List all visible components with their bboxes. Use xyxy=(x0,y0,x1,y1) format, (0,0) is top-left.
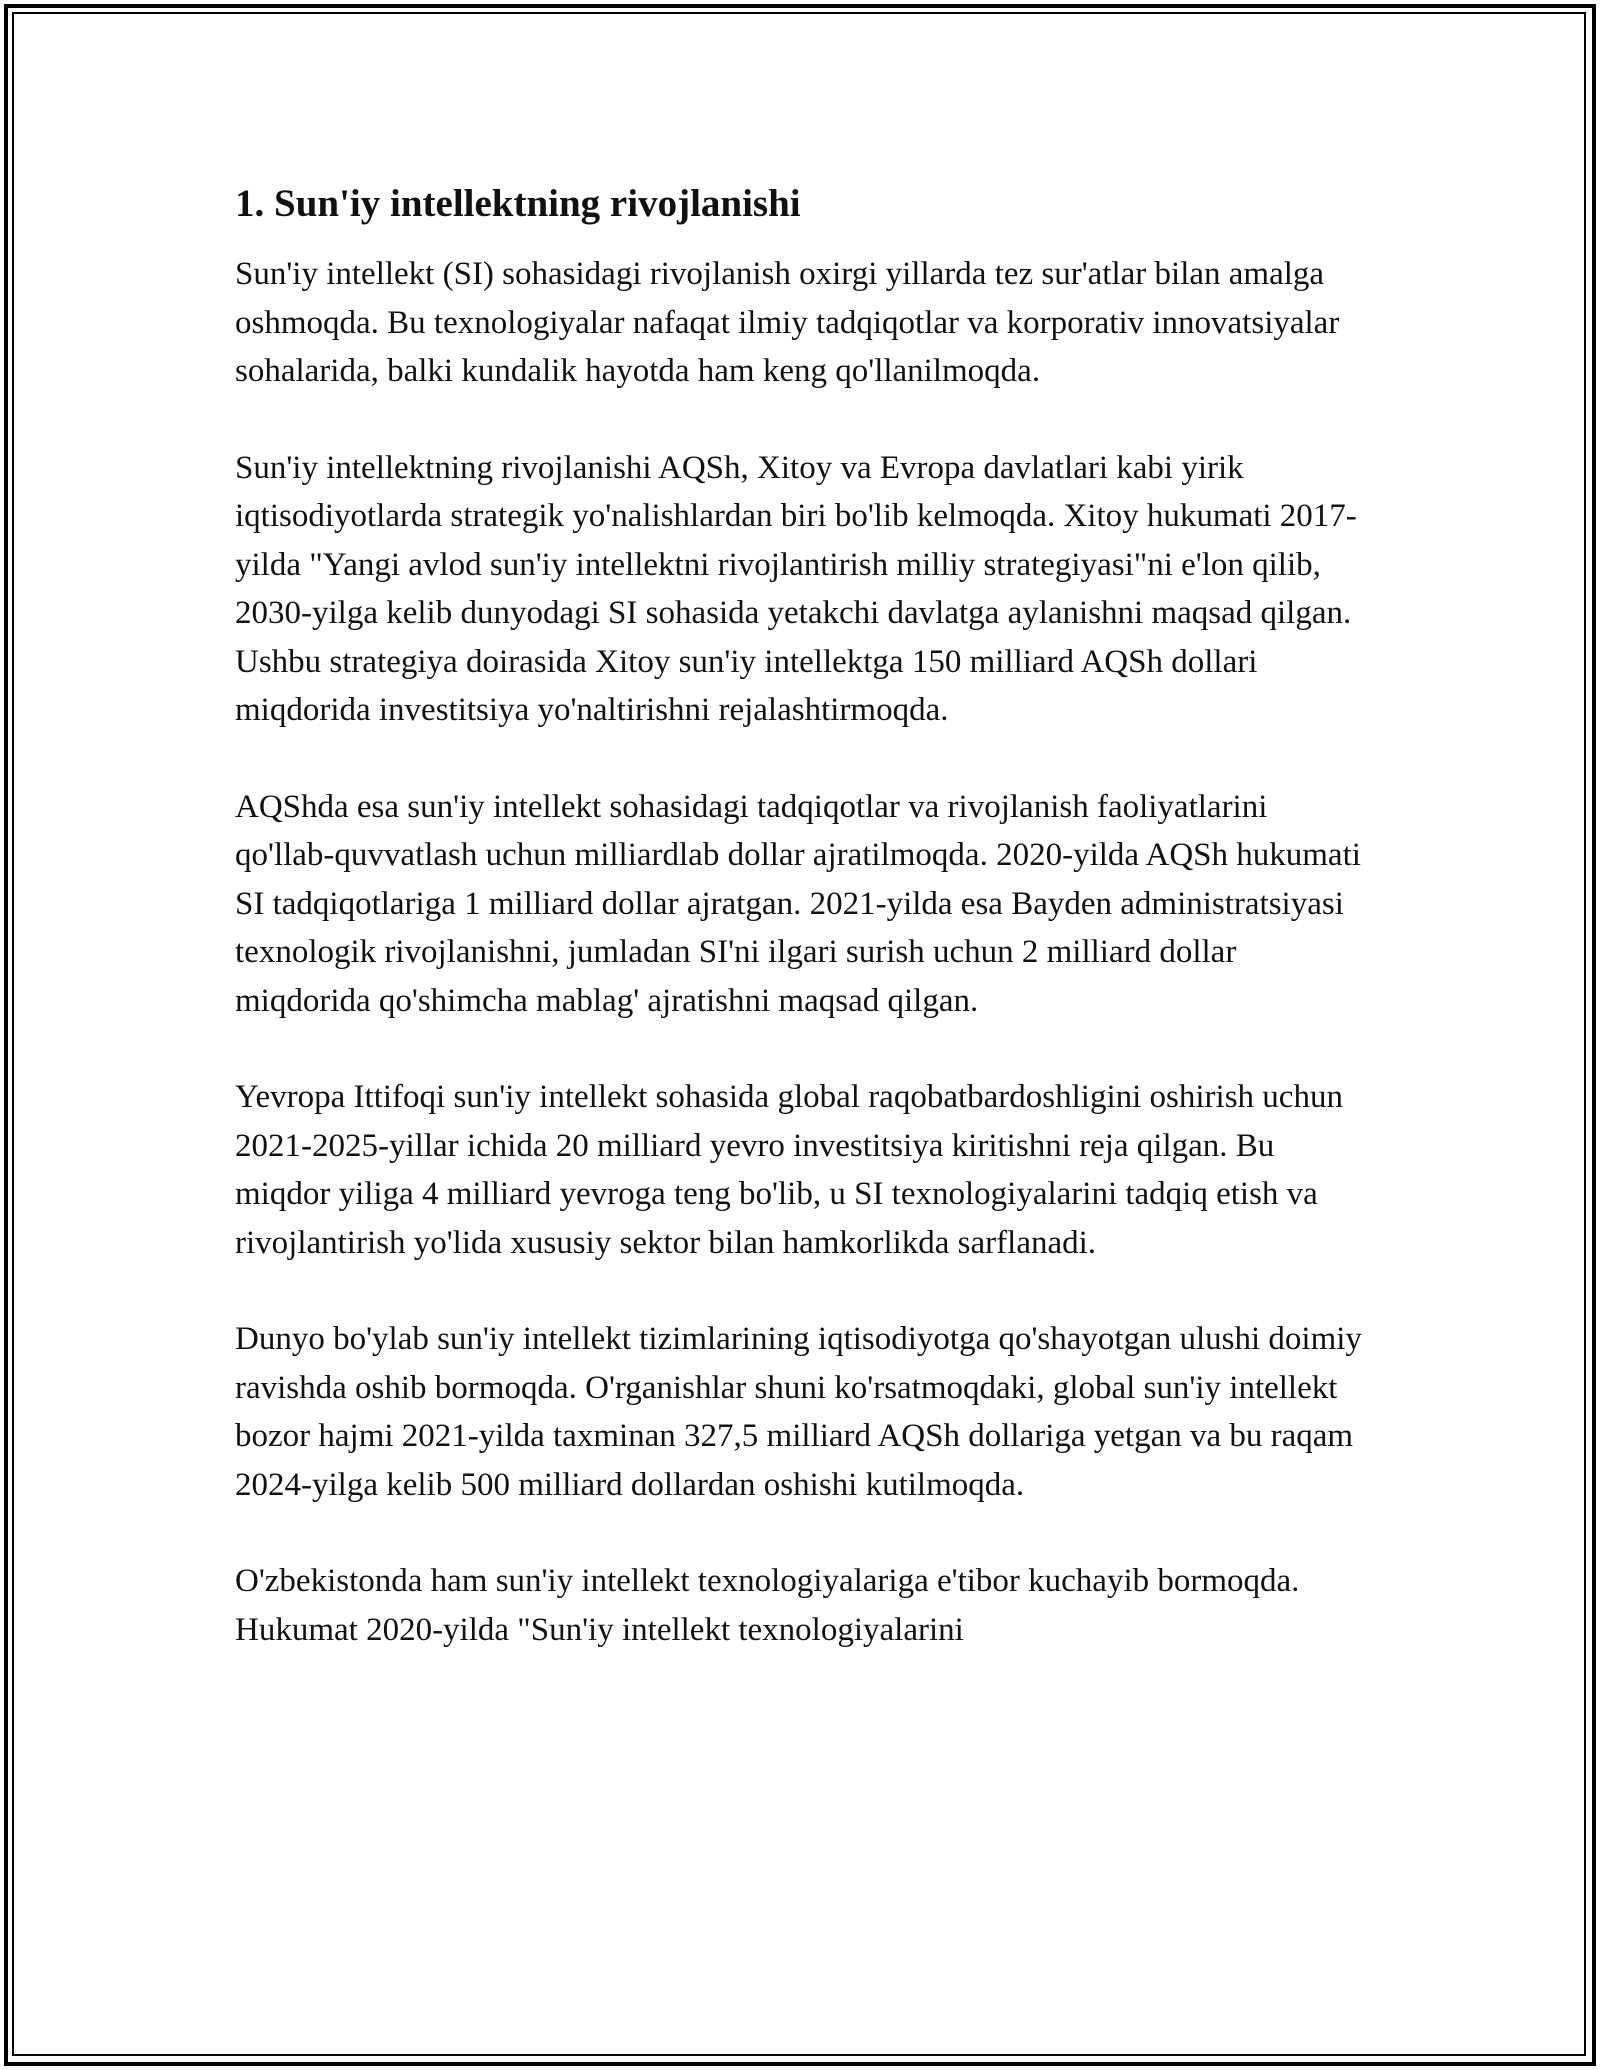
section-heading: 1. Sun'iy intellektning rivojlanishi xyxy=(235,182,801,225)
paragraph-uzbekistan: O'zbekistonda ham sun'iy intellekt texnologiyalariga e'tibor kuchayib bormoqda. Hukumat 2020-yilda "Sun'iy intellekt texnologiyalarini xyxy=(235,1563,1300,1648)
paragraph-global-market: Dunyo bo'ylab sun'iy intellekt tizimlarining iqtisodiyotga qo'shayotgan ulushi doimiy ravishda oshib bormoqda. O'rganishlar shuni ko'rsatmoqdaki, global sun'iy intellekt bozor hajmi 2021-yilda taxminan 327,5 milliard AQSh dollariga yetgan va bu raqam 2024-yilga kelib 500 milliard dollardan oshishi kutilmoqda. xyxy=(235,1321,1362,1503)
paragraph-si-development-overview: Sun'iy intellekt (SI) sohasidagi rivojlanish oxirgi yillarda tez sur'atlar bilan amalga oshmoqda. Bu texnologiyalar nafaqat ilmiy tadqiqotlar va korporativ innovatsiyalar sohalarida, balki kundalik hayotda ham keng qo'llanilmoqda. xyxy=(235,256,1340,389)
paragraph-usa-funding: AQShda esa sun'iy intellekt sohasidagi tadqiqotlar va rivojlanish faoliyatlarini qo'llab-quvvatlash uchun milliardlab dollar ajratilmoqda. 2020-yilda AQSh hukumati SI tadqiqotlariga 1 milliard dollar ajratgan. 2021-yilda esa Bayden administratsiyasi texnologik rivojlanishni, jumladan SI'ni ilgari surish uchun 2 milliard dollar miqdorida qo'shimcha mablag' ajratishni maqsad qilgan. xyxy=(235,788,1361,1019)
paragraph-china-strategy: Sun'iy intellektning rivojlanishi AQSh, Xitoy va Evropa davlatlari kabi yirik iqtisodiyotlarda strategik yo'nalishlardan biri bo'lib kelmoqda. Xitoy hukumati 2017-yilda "Yangi avlod sun'iy intellektni rivojlantirish milliy strategiyasi"ni e'lon qilib, 2030-yilga kelib dunyodagi SI sohasida yetakchi davlatga aylanishni maqsad qilgan. Ushbu strategiya doirasida Xitoy sun'iy intellektga 150 milliard AQSh dollari miqdorida investitsiya yo'naltirishni rejalashtirmoqda. xyxy=(235,449,1357,728)
document-body xyxy=(235,178,1375,1654)
paragraph-eu-investment: Yevropa Ittifoqi sun'iy intellekt sohasida global raqobatbardoshligini oshirish uchun 2021-2025-yillar ichida 20 milliard yevro investitsiya kiritishni reja qilgan. Bu miqdor yiliga 4 milliard yevroga teng bo'lib, u SI texnologiyalarini tadqiq etish va rivojlantirish yo'lida xususiy sektor bilan hamkorlikda sarflanadi. xyxy=(235,1079,1343,1261)
